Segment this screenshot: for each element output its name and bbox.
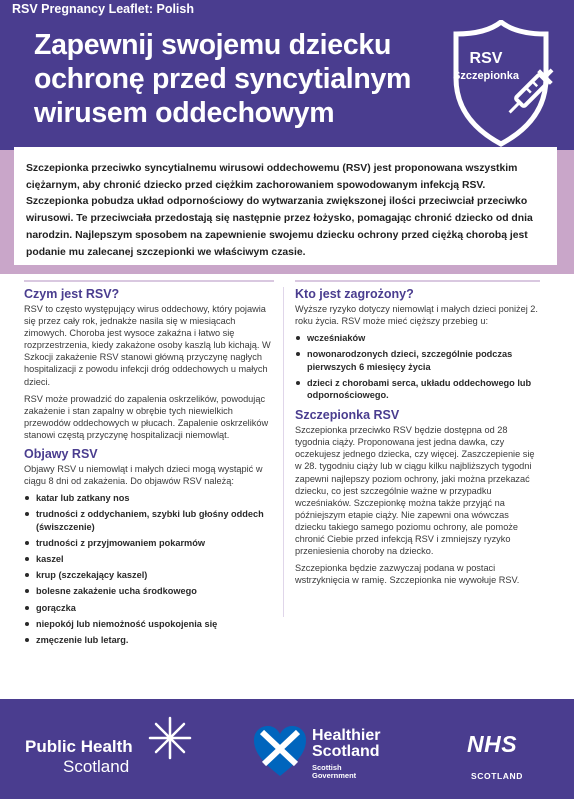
symptoms-paragraph: Objawy RSV u niemowląt i małych dzieci mogą wystąpić w ciągu 8 dni od zakażenia. Do objawów RSV należą: <box>24 464 263 487</box>
gov-line2: Government <box>312 771 357 780</box>
risk-heading: Kto jest zagrożony? <box>295 287 414 301</box>
list-item: katar lub zatkany nos <box>34 492 274 504</box>
list-item: wcześniaków <box>305 332 540 344</box>
list-item: nowonarodzonych dzieci, szczególnie podczas pierwszych 6 miesięcy życia <box>305 348 540 372</box>
section-rule <box>24 280 274 282</box>
list-item: bolesne zakażenie ucha środkowego <box>34 585 274 597</box>
nhs-scotland-label: SCOTLAND <box>471 771 524 781</box>
section-rule <box>295 280 540 282</box>
what-is-rsv-paragraph-2: RSV może prowadzić do zapalenia oskrzelików, powodując zakażenie i stan zapalny w obrębie tych niewielkich przewodów oddechowych w płucach. Zapalenie oskrzelików stanowi częstą przyczynę hospitalizacji niemowląt. <box>24 393 269 440</box>
list-item: niepokój lub niemożność uspokojenia się <box>34 618 274 630</box>
list-item: kaszel <box>34 553 274 565</box>
symptoms-list <box>24 492 274 646</box>
right-column <box>295 280 540 591</box>
page-title: Zapewnij swojemu dziecku ochronę przed syncytialnym wirusem oddechowym <box>34 29 412 129</box>
column-divider <box>283 287 284 617</box>
vaccine-paragraph-1: Szczepionka przeciwko RSV będzie dostępna od 28 tygodnia ciąży. Proponowana jest jedna dawka, czy oczekujesz jednego dziecka, czy więcej. Zaszczepienie się w 28. tygodniu ciąży lub w ciągu kilku najbliższych tygodni zapewni najlepszy poziom ochrony, jaki można przekazać dziecku, co jest szczególnie ważne w przypadku wcześniaków. Szczepionkę można także przyjąć na późniejszym etapie ciąży. Nie zapewni ona wówczas dziecku takiego samego poziomu ochrony, ale pomoże chronić Ciebie przed infekcją RSV i zmniejszy ryzyko przeniesienia choroby na dziecko. <box>295 425 535 557</box>
phs-logo-line1: Public Health <box>25 737 133 756</box>
nhs-logo: NHS <box>467 731 518 757</box>
vaccine-shield-icon <box>446 20 556 148</box>
healthier-logo-line1: Healthier <box>312 727 381 744</box>
risk-list <box>295 332 540 401</box>
list-item: dzieci z chorobami serca, układu oddechowego lub odpornościowego. <box>305 377 540 401</box>
scottish-government-label <box>312 764 356 780</box>
risk-paragraph: Wyższe ryzyko dotyczy niemowląt i małych dzieci poniżej 2. roku życia. RSV może mieć cięższy przebieg u: <box>295 304 538 327</box>
list-item: gorączka <box>34 602 274 614</box>
list-item: trudności z przyjmowaniem pokarmów <box>34 537 274 549</box>
list-item: krup (szczekający kaszel) <box>34 569 274 581</box>
leaflet-label: RSV Pregnancy Leaflet: Polish <box>12 2 194 16</box>
vaccine-paragraph-2: Szczepionka będzie zazwyczaj podana w postaci wstrzyknięcia w ramię. Szczepionka nie wywołuje RSV. <box>295 563 520 586</box>
saltire-heart-icon <box>252 724 308 778</box>
badge-title: RSV <box>469 50 503 67</box>
left-column <box>24 280 274 652</box>
healthier-logo-line2: Scotland <box>312 743 380 760</box>
starburst-icon <box>148 716 192 760</box>
phs-logo-line2: Scotland <box>63 757 130 776</box>
list-item: zmęczenie lub letarg. <box>34 634 274 646</box>
symptoms-heading: Objawy RSV <box>24 447 98 462</box>
what-is-rsv-heading: Czym jest RSV? <box>24 287 120 301</box>
what-is-rsv-paragraph-1: RSV to często występujący wirus oddechowy, który pojawia się przez cały rok, jednakże nasila się w miesiącach zimowych. Choroba jest wysoce zakaźna i łatwo się rozprzestrzenia, kiedy zakażone osoby kaszlą lub kichają. W Szkocji zakażenie RSV stanowi główną przyczynę nagłych hospitalizacji z powodu infekcji dróg oddechowych u małych dzieci. <box>24 304 271 387</box>
list-item: trudności z oddychaniem, szybki lub głośny oddech (świszczenie) <box>34 508 274 532</box>
gov-line1: Scottish <box>312 763 342 772</box>
badge-subtitle: Szczepionka <box>452 70 520 82</box>
intro-paragraph: Szczepionka przeciwko syncytialnemu wirusowi oddechowemu (RSV) jest proponowana wszystkim ciężarnym, aby chronić dziecko przed ciężkim zachorowaniem spowodowanym infekcją RSV. Szczepionka pobudza układ odpornościowy do wytwarzania zwiększonej ilości przeciwciał przeciwko wirusowi. Te przeciwciała przedostają się następnie przez łożysko, pomagając chronić dziecko od dnia narodzin. Najlepszym sposobem na zapewnienie swojemu dziecku ochrony przed ciężką chorobą jest podanie mu zalecanej szczepionki we właściwym czasie. <box>26 163 533 258</box>
vaccine-heading: Szczepionka RSV <box>295 408 400 423</box>
